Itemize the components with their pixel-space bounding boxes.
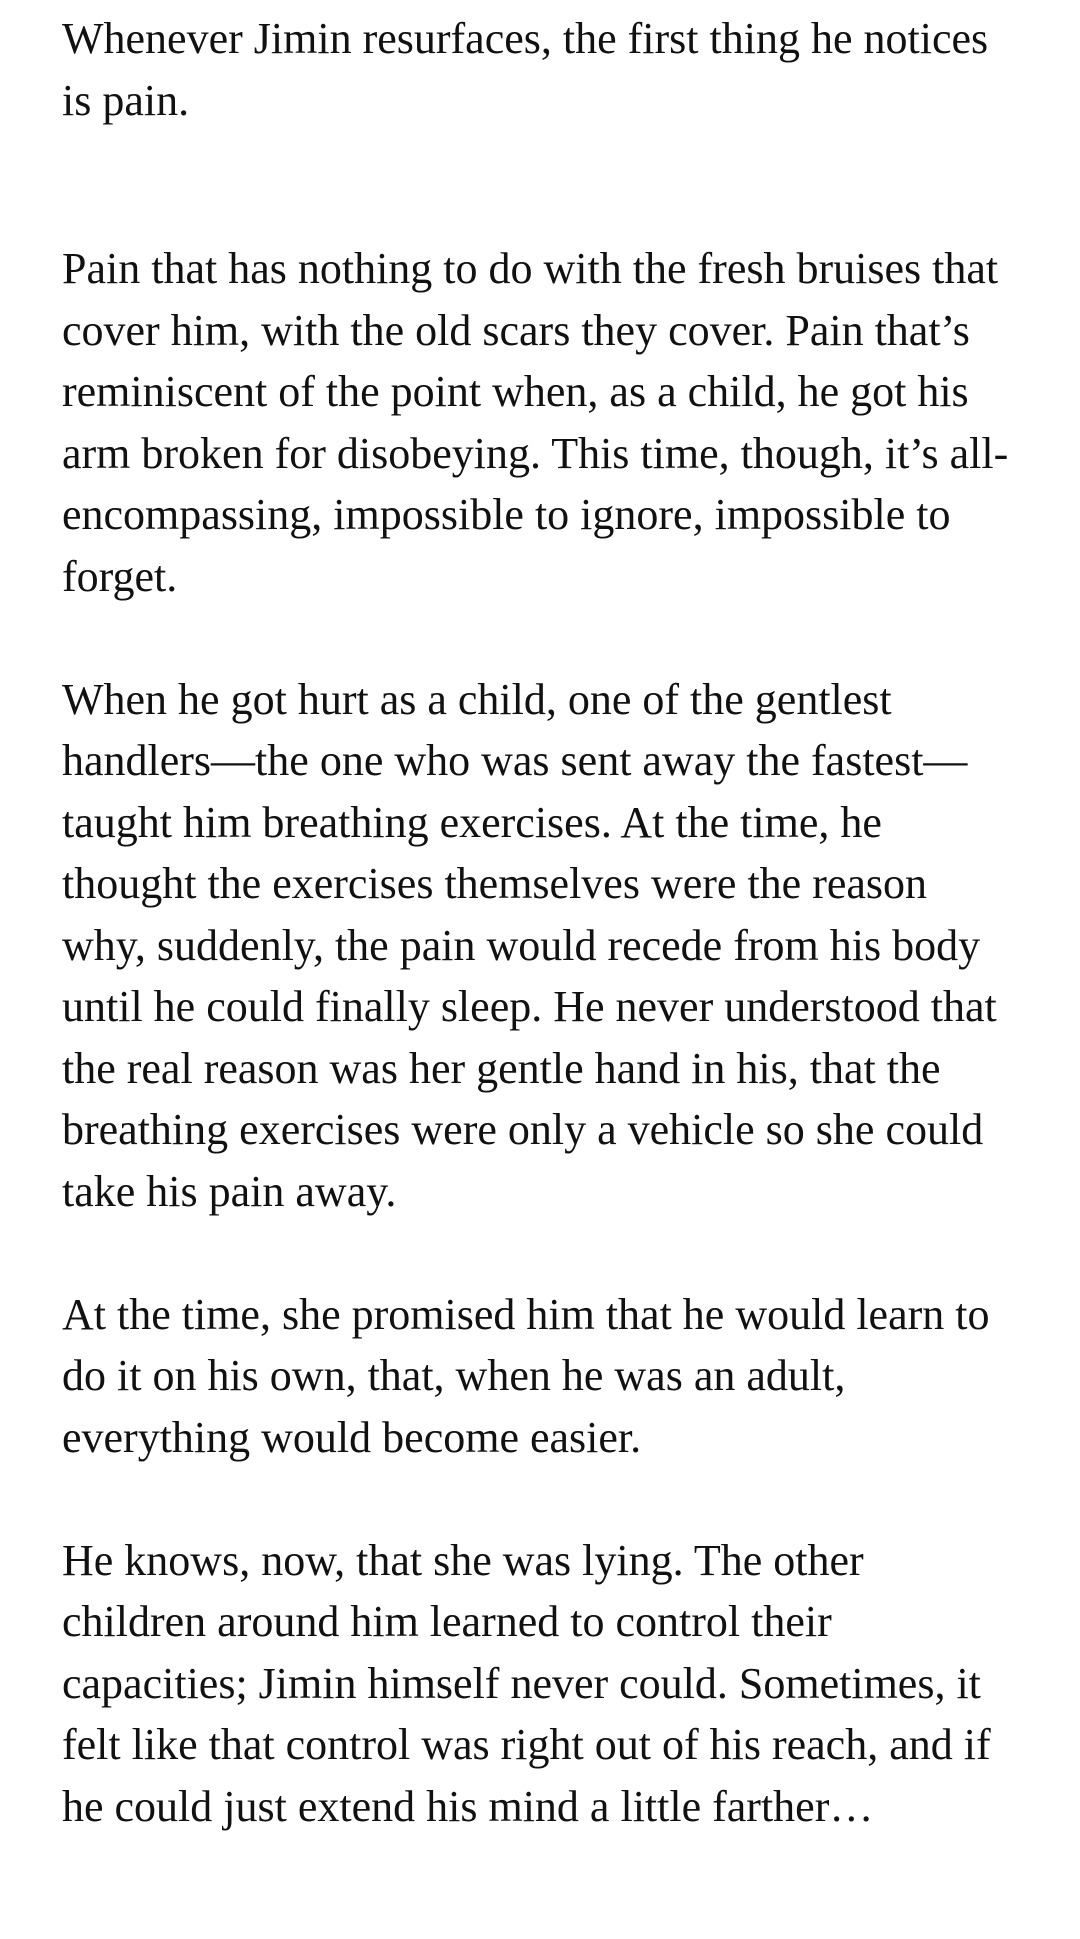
story-paragraph: When he got hurt as a child, one of the gentlest handlers—the one who was sent away the fastest—taught him breathing exercises. At the time, he thought the exercises themselves were the reason why, suddenly, the pain would recede from his body until he could finally sleep. He never understood that the real reason was her gentle hand in his, that the breathing exercises were only a vehicle so she could take his pain away.: [62, 674, 997, 1216]
story-paragraph: He knows, now, that she was lying. The other children around him learned to control their capacities; Jimin himself never could. Sometimes, it felt like that control was right out of his reach, and if he could just extend his mind a little farther…: [62, 1535, 991, 1831]
story-paragraph: At the time, she promised him that he would learn to do it on his own, that, when he was an adult, everything would become easier.: [62, 1289, 990, 1462]
story-paragraph: Pain that has nothing to do with the fresh bruises that cover him, with the old scars they cover. Pain that’s reminiscent of the point when, as a child, he got his arm broken for disobeying. This time, though, it’s all-encompassing, impossible to ignore, impossible to forget.: [62, 244, 1009, 601]
story-paragraph: Whenever Jimin resurfaces, the first thing he notices is pain.: [62, 14, 989, 125]
